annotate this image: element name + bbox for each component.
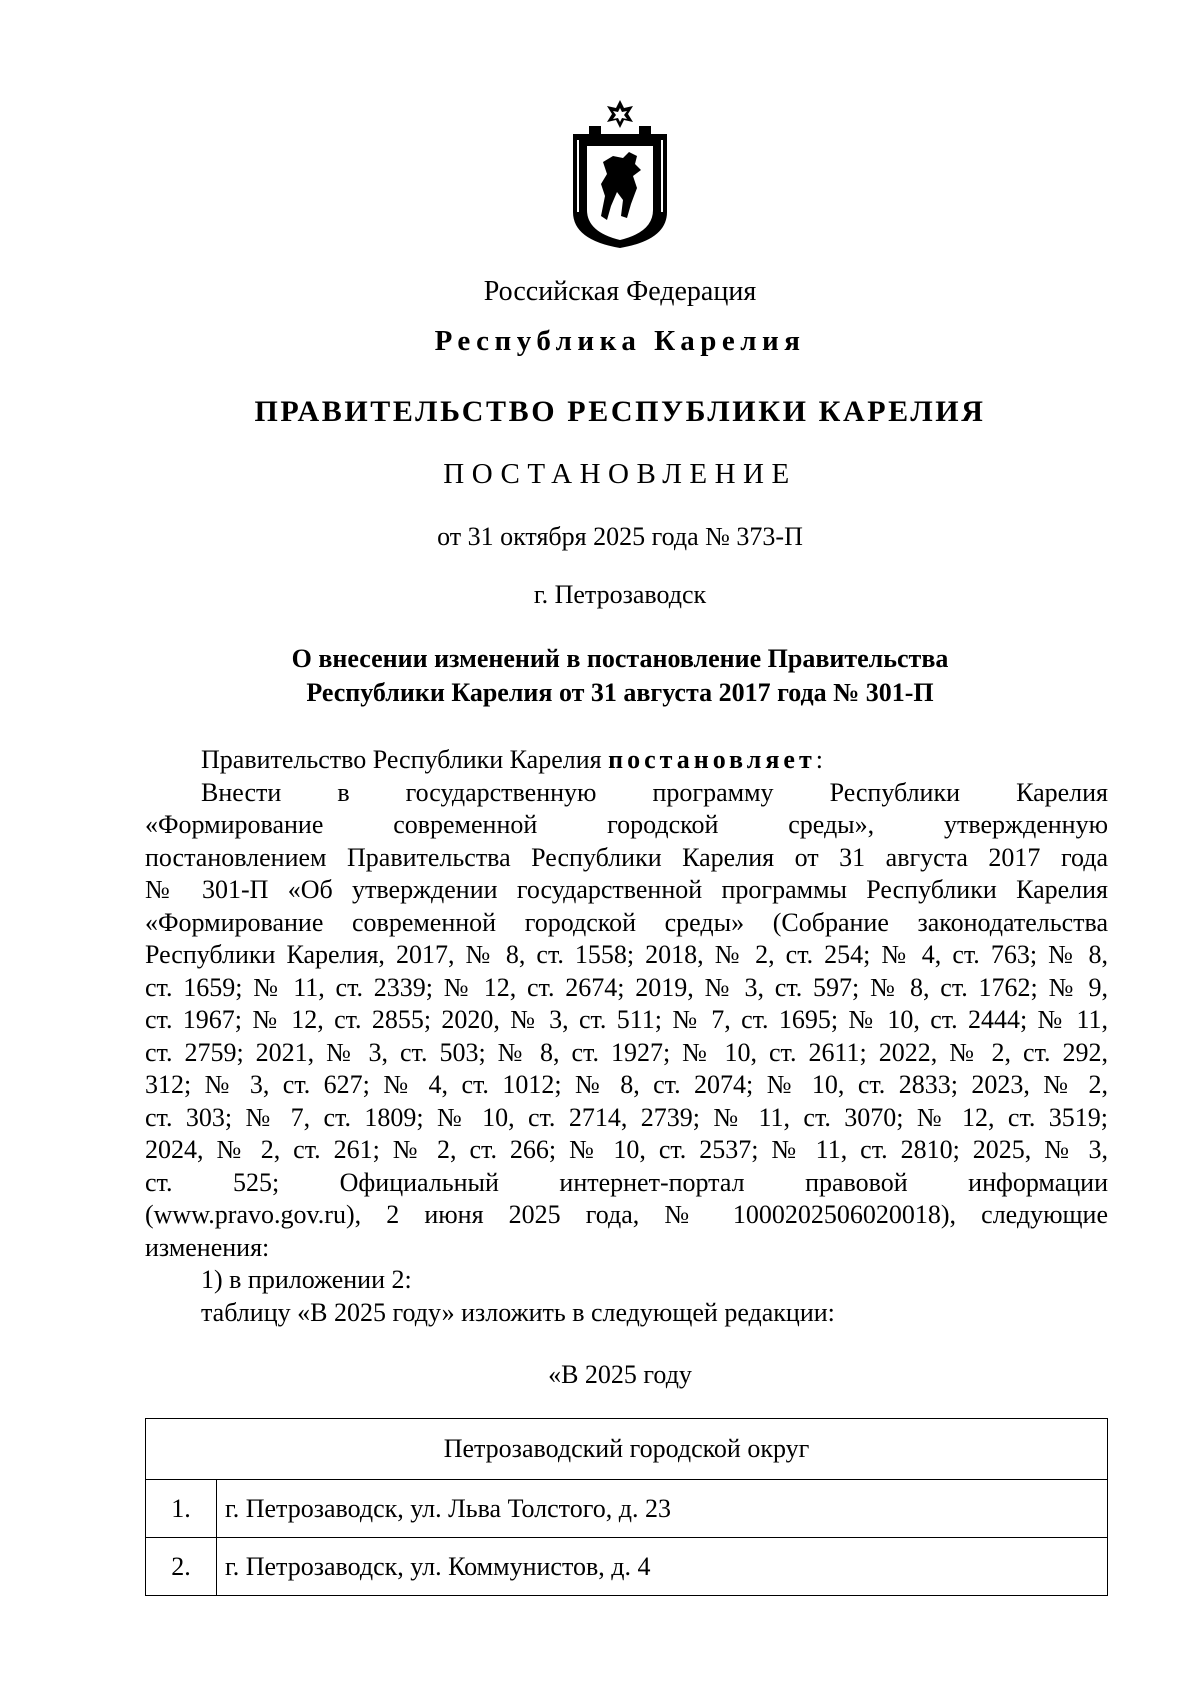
table-caption: «В 2025 году	[548, 1360, 692, 1389]
table-row	[146, 1480, 1108, 1538]
table-header-cell: Петрозаводский городской округ	[146, 1419, 1108, 1480]
subject-line: О внесении изменений в постановление Правительства	[291, 644, 949, 673]
table-row	[146, 1538, 1108, 1596]
body-line: 312; № 3, ст. 627; № 4, ст. 1012; № 8, ст. 2074; № 10, ст. 2833; 2023, № 2,	[145, 1070, 1108, 1099]
body-line: «Формирование современной городской среды», утвержденную	[145, 810, 1108, 839]
body-line: 2024, № 2, ст. 261; № 2, ст. 266; № 10, ст. 2537; № 11, ст. 2810; 2025, № 3,	[145, 1135, 1108, 1164]
body-line: № 301-П «Об утверждении государственной программы Республики Карелия	[145, 875, 1108, 904]
list-item: 1) в приложении 2:	[201, 1265, 412, 1294]
table-header-row	[146, 1419, 1108, 1480]
body-line: постановлением Правительства Республики Карелия от 31 августа 2017 года	[145, 842, 1108, 872]
document-type: ПОСТАНОВЛЕНИЕ	[443, 458, 797, 490]
government-name: ПРАВИТЕЛЬСТВО РЕСПУБЛИКИ КАРЕЛИЯ	[254, 395, 986, 428]
row-number: 1.	[146, 1480, 217, 1538]
body-line: Республики Карелия, 2017, № 8, ст. 1558; 2018, № 2, ст. 254; № 4, ст. 763; № 8,	[145, 940, 1108, 969]
body-line: (www.pravo.gov.ru), 2 июня 2025 года, № 1000202506020018), следующие	[145, 1200, 1108, 1229]
subject-line: Республики Карелия от 31 августа 2017 года № 301-П	[306, 678, 934, 707]
body-line: ст. 1659; № 11, ст. 2339; № 12, ст. 2674; 2019, № 3, ст. 597; № 8, ст. 1762; № 9,	[145, 972, 1108, 1002]
document-body	[145, 744, 1108, 1329]
row-number: 2.	[146, 1538, 217, 1596]
address-table	[145, 1418, 1108, 1596]
intro-text: Правительство Республики Карелия	[201, 745, 609, 774]
body-line: ст. 2759; 2021, № 3, ст. 503; № 8, ст. 1927; № 10, ст. 2611; 2022, № 2, ст. 292,	[145, 1037, 1108, 1067]
body-line: «Формирование современной городской среды» (Собрание законодательства	[145, 907, 1108, 937]
row-address: г. Петрозаводск, ул. Льва Толстого, д. 23	[217, 1480, 1108, 1538]
karelia-coat-of-arms-icon	[567, 100, 673, 250]
intro-verb: постановляет	[608, 745, 816, 774]
body-line: Внести в государственную программу Республики Карелия	[201, 777, 1108, 807]
body-line: ст. 525; Официальный интернет-портал правовой информации	[145, 1167, 1108, 1197]
country-name: Российская Федерация	[483, 276, 757, 307]
list-item: таблицу «В 2025 году» изложить в следующей редакции:	[201, 1297, 835, 1327]
intro-paragraph	[145, 744, 1108, 777]
body-line: ст. 1967; № 12, ст. 2855; 2020, № 3, ст. 511; № 7, ст. 1695; № 10, ст. 2444; № 11,	[145, 1005, 1108, 1034]
document-date-number: от 31 октября 2025 года № 373-П	[437, 522, 803, 551]
document-subject	[0, 642, 1200, 710]
body-line: ст. 303; № 7, ст. 1809; № 10, ст. 2714, 2739; № 11, ст. 3070; № 12, ст. 3519;	[145, 1102, 1108, 1132]
row-address: г. Петрозаводск, ул. Коммунистов, д. 4	[217, 1538, 1108, 1596]
body-line: изменения:	[145, 1232, 270, 1262]
intro-end: :	[815, 745, 823, 774]
document-city: г. Петрозаводск	[533, 580, 707, 609]
republic-name: Республика Карелия	[434, 325, 806, 357]
